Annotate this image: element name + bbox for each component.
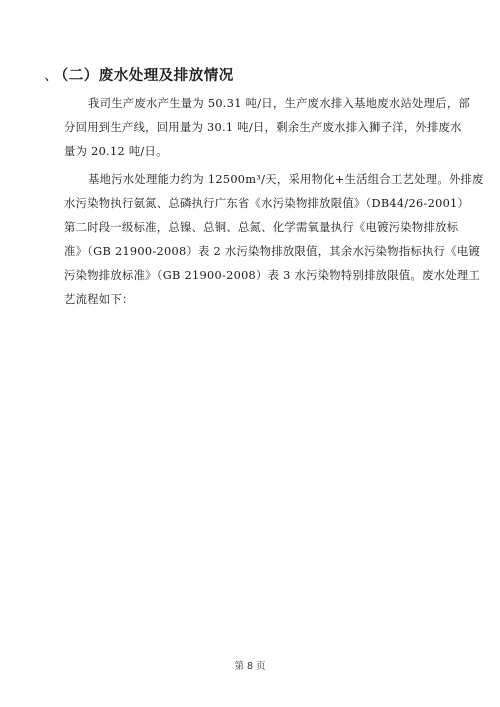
- paragraph-line: 基地污水处理能力约为 12500m³/天，采用物化+生活组合工艺处理。外排废: [88, 173, 484, 186]
- paragraph-line: 艺流程如下：: [64, 293, 134, 306]
- paragraph-line: 量为 20.12 吨/日。: [64, 145, 168, 158]
- paragraph-line: 分回用到生产线，回用量为 30.1 吨/日，剩余生产废水排入狮子洋，外排废水: [64, 121, 462, 134]
- paragraph-line: 第二时段一级标准，总镍、总铜、总氮、化学需氧量执行《电镀污染物排放标: [64, 221, 459, 234]
- paragraph-line: 污染物排放标准》（GB 21900-2008）表 3 水污染物特别排放限值。废水处理工: [64, 269, 481, 282]
- paragraph-treatment-standards: [64, 168, 484, 312]
- heading-title: （二）废水处理及排放情况: [61, 68, 234, 84]
- heading-prefix: 、: [44, 68, 59, 84]
- section-heading: [44, 64, 234, 85]
- paragraph-wastewater-volume: [64, 92, 471, 164]
- paragraph-line: 我司生产废水产生量为 50.31 吨/日，生产废水排入基地废水站处理后，部: [88, 97, 471, 110]
- paragraph-line: 水污染物执行氨氮、总磷执行广东省《水污染物排放限值》（DB44/26-2001）: [64, 197, 470, 210]
- page-number: 第 8 页: [234, 661, 266, 672]
- paragraph-line: 准》（GB 21900-2008）表 2 水污染物排放限值，其余水污染物指标执行《电镀: [64, 245, 481, 258]
